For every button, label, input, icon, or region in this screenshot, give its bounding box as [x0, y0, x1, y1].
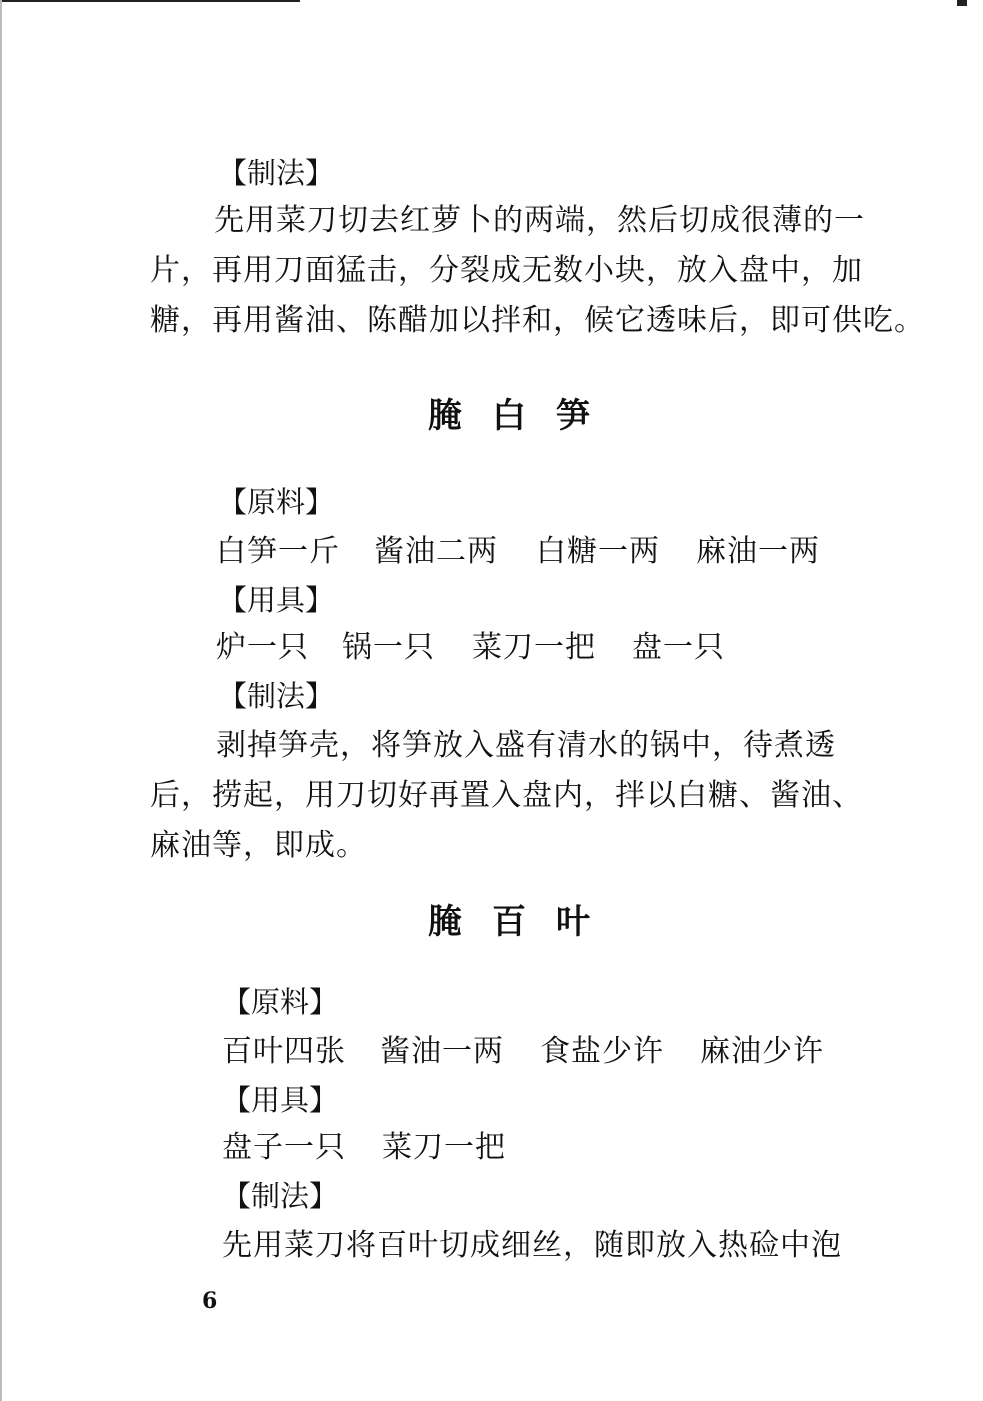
- page-top-border: [0, 0, 300, 2]
- method-line: 先用菜刀切去红萝卜的两端，然后切成很薄的一: [214, 203, 865, 238]
- ingredients-label: 【原料】: [218, 485, 335, 519]
- ingredient-item: 食盐少许: [540, 1034, 664, 1069]
- recipe-title: 腌白笋: [428, 396, 620, 436]
- ingredients-label: 【原料】: [222, 985, 339, 1019]
- tool-item: 盘一只: [632, 630, 725, 665]
- method-label: 【制法】: [218, 156, 335, 190]
- method-label: 【制法】: [222, 1179, 339, 1213]
- tool-item: 锅一只: [342, 630, 435, 665]
- ingredient-item: 酱油一两: [380, 1034, 504, 1069]
- method-line: 糖，再用酱油、陈醋加以拌和，候它透味后，即可供吃。: [150, 303, 925, 338]
- method-line: 剥掉笋壳，将笋放入盛有清水的锅中，待煮透: [216, 728, 836, 763]
- corner-mark: [957, 0, 967, 6]
- ingredient-item: 酱油二两: [374, 534, 498, 569]
- recipe-title: 腌百叶: [428, 902, 620, 942]
- tool-item: 炉一只: [216, 630, 309, 665]
- method-line: 后，捞起，用刀切好再置入盘内，拌以白糖、酱油、: [150, 778, 863, 813]
- tool-item: 菜刀一把: [382, 1130, 506, 1165]
- ingredients-list: [216, 534, 820, 570]
- ingredient-item: 百叶四张: [222, 1034, 346, 1069]
- ingredient-item: 麻油一两: [696, 534, 820, 569]
- method-label: 【制法】: [218, 679, 335, 713]
- method-line: 先用菜刀将百叶切成细丝，随即放入热硷中泡: [222, 1228, 842, 1263]
- page-left-border: [0, 0, 2, 1401]
- ingredient-item: 白笋一斤: [216, 534, 340, 569]
- ingredients-list: [222, 1034, 824, 1070]
- ingredient-item: 白糖一两: [536, 534, 660, 569]
- method-line: 片，再用刀面猛击，分裂成无数小块，放入盘中，加: [150, 253, 863, 288]
- method-line: 麻油等，即成。: [150, 828, 367, 863]
- tools-list: [216, 630, 725, 666]
- tool-item: 菜刀一把: [472, 630, 596, 665]
- tool-item: 盘子一只: [222, 1130, 346, 1165]
- tools-label: 【用具】: [218, 583, 335, 617]
- tools-list: [222, 1130, 506, 1166]
- page-number: 6: [202, 1288, 218, 1314]
- ingredient-item: 麻油少许: [700, 1034, 824, 1069]
- tools-label: 【用具】: [222, 1083, 339, 1117]
